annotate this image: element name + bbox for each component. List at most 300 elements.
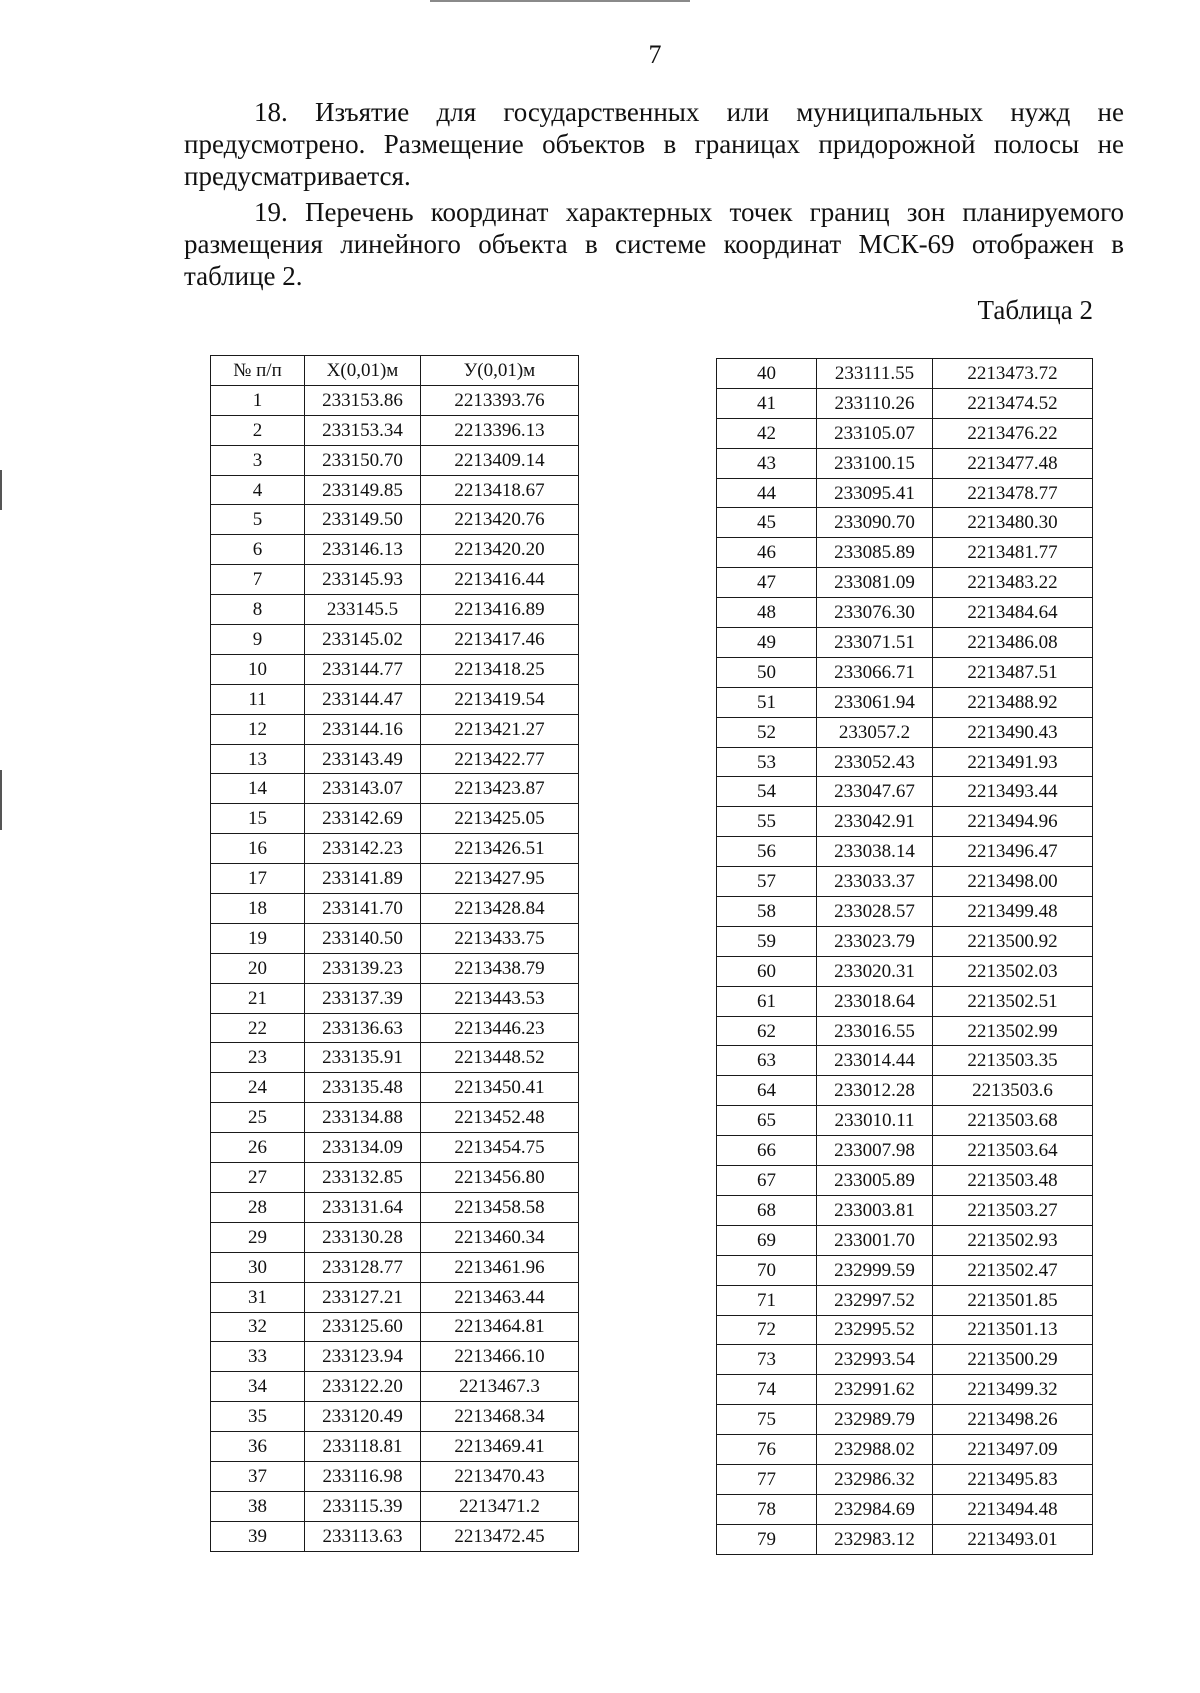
table-caption: Таблица 2 [977,295,1093,325]
table-row [211,923,579,953]
cell-y: 2213416.44 [421,565,579,595]
cell-x: 232997.52 [817,1285,933,1315]
cell-y: 2213484.64 [933,598,1093,628]
cell-y: 2213477.48 [933,448,1093,478]
table-row [211,1282,579,1312]
cell-x: 232983.12 [817,1524,933,1554]
cell-number: 48 [717,598,817,628]
cell-x: 233143.49 [305,744,421,774]
table-row [717,1375,1093,1405]
cell-y: 2213422.77 [421,744,579,774]
scan-edge-mark [0,470,2,510]
cell-x: 233141.70 [305,894,421,924]
cell-number: 74 [717,1375,817,1405]
cell-number: 31 [211,1282,305,1312]
cell-x: 233090.70 [817,508,933,538]
cell-x: 233135.48 [305,1073,421,1103]
cell-x: 233135.91 [305,1043,421,1073]
cell-y: 2213494.96 [933,807,1093,837]
cell-y: 2213454.75 [421,1133,579,1163]
cell-x: 233149.85 [305,475,421,505]
cell-y: 2213438.79 [421,953,579,983]
cell-number: 13 [211,744,305,774]
cell-x: 233145.02 [305,625,421,655]
cell-y: 2213417.46 [421,625,579,655]
table-row [211,1491,579,1521]
cell-x: 233033.37 [817,867,933,897]
cell-y: 2213452.48 [421,1103,579,1133]
cell-x: 233123.94 [305,1342,421,1372]
cell-x: 233095.41 [817,478,933,508]
cell-x: 233120.49 [305,1402,421,1432]
cell-y: 2213502.47 [933,1255,1093,1285]
cell-x: 233042.91 [817,807,933,837]
cell-y: 2213456.80 [421,1163,579,1193]
table-row [211,415,579,445]
cell-y: 2213500.92 [933,926,1093,956]
cell-x: 233066.71 [817,657,933,687]
table-row [211,625,579,655]
top-scan-rule [430,0,690,2]
cell-number: 51 [717,687,817,717]
cell-x: 233125.60 [305,1312,421,1342]
cell-y: 2213503.68 [933,1106,1093,1136]
cell-x: 233136.63 [305,1013,421,1043]
cell-number: 62 [717,1016,817,1046]
cell-number: 24 [211,1073,305,1103]
cell-x: 232984.69 [817,1494,933,1524]
table-row [211,684,579,714]
cell-number: 75 [717,1405,817,1435]
cell-y: 2213425.05 [421,804,579,834]
cell-number: 26 [211,1133,305,1163]
table-row [211,1402,579,1432]
cell-y: 2213418.25 [421,654,579,684]
cell-y: 2213502.51 [933,986,1093,1016]
cell-y: 2213421.27 [421,714,579,744]
cell-y: 2213470.43 [421,1461,579,1491]
cell-x: 233145.5 [305,595,421,625]
cell-y: 2213433.75 [421,923,579,953]
cell-y: 2213502.99 [933,1016,1093,1046]
cell-number: 58 [717,897,817,927]
table-row [717,747,1093,777]
table-row [717,867,1093,897]
cell-x: 233105.07 [817,418,933,448]
cell-x: 232991.62 [817,1375,933,1405]
table-row [717,1076,1093,1106]
table-row [717,448,1093,478]
cell-x: 233115.39 [305,1491,421,1521]
cell-y: 2213463.44 [421,1282,579,1312]
cell-x: 233149.50 [305,505,421,535]
page-number: 7 [648,40,662,69]
cell-number: 55 [717,807,817,837]
cell-x: 233127.21 [305,1282,421,1312]
table-row [717,1524,1093,1554]
header-number: № п/п [211,356,305,386]
cell-y: 2213471.2 [421,1491,579,1521]
table-row [211,1163,579,1193]
cell-x: 233057.2 [817,717,933,747]
cell-y: 2213460.34 [421,1222,579,1252]
cell-number: 43 [717,448,817,478]
table-row [211,1103,579,1133]
cell-number: 33 [211,1342,305,1372]
cell-number: 66 [717,1136,817,1166]
cell-number: 14 [211,774,305,804]
table-row [211,475,579,505]
table-row [717,1166,1093,1196]
cell-y: 2213483.22 [933,568,1093,598]
cell-number: 61 [717,986,817,1016]
cell-x: 233052.43 [817,747,933,777]
cell-y: 2213426.51 [421,834,579,864]
cell-number: 39 [211,1521,305,1551]
table-row [717,956,1093,986]
cell-x: 232989.79 [817,1405,933,1435]
table-row [211,894,579,924]
cell-x: 233061.94 [817,687,933,717]
cell-number: 21 [211,983,305,1013]
cell-number: 2 [211,415,305,445]
cell-number: 15 [211,804,305,834]
cell-x: 233023.79 [817,926,933,956]
cell-x: 233003.81 [817,1195,933,1225]
cell-x: 233081.09 [817,568,933,598]
cell-x: 233144.77 [305,654,421,684]
cell-x: 233141.89 [305,864,421,894]
cell-y: 2213503.64 [933,1136,1093,1166]
table-row [211,535,579,565]
table-row [717,1195,1093,1225]
header-y: У(0,01)м [421,356,579,386]
table-row [717,657,1093,687]
cell-x: 233111.55 [817,359,933,389]
table-row [211,1312,579,1342]
table-row [717,777,1093,807]
cell-x: 233038.14 [817,837,933,867]
cell-y: 2213446.23 [421,1013,579,1043]
cell-y: 2213503.35 [933,1046,1093,1076]
cell-number: 77 [717,1464,817,1494]
cell-number: 45 [717,508,817,538]
cell-number: 59 [717,926,817,956]
cell-number: 8 [211,595,305,625]
cell-number: 7 [211,565,305,595]
cell-y: 2213419.54 [421,684,579,714]
table-row [717,986,1093,1016]
cell-x: 233128.77 [305,1252,421,1282]
cell-x: 232986.32 [817,1464,933,1494]
table-row [717,926,1093,956]
cell-x: 233142.69 [305,804,421,834]
cell-x: 233122.20 [305,1372,421,1402]
scan-edge-mark [0,770,2,830]
cell-y: 2213495.83 [933,1464,1093,1494]
cell-number: 20 [211,953,305,983]
cell-x: 233028.57 [817,897,933,927]
cell-y: 2213494.48 [933,1494,1093,1524]
cell-number: 19 [211,923,305,953]
cell-number: 78 [717,1494,817,1524]
cell-number: 5 [211,505,305,535]
cell-y: 2213490.43 [933,717,1093,747]
cell-number: 76 [717,1435,817,1465]
cell-x: 233007.98 [817,1136,933,1166]
cell-y: 2213469.41 [421,1432,579,1462]
cell-number: 4 [211,475,305,505]
table-row [211,1342,579,1372]
table-row [211,1252,579,1282]
cell-y: 2213428.84 [421,894,579,924]
cell-y: 2213498.26 [933,1405,1093,1435]
cell-y: 2213461.96 [421,1252,579,1282]
cell-x: 233144.47 [305,684,421,714]
table-row [211,1192,579,1222]
cell-number: 44 [717,478,817,508]
table-header-row [211,356,579,386]
table-row [211,744,579,774]
cell-x: 233137.39 [305,983,421,1013]
cell-y: 2213416.89 [421,595,579,625]
cell-y: 2213502.93 [933,1225,1093,1255]
table-row [211,1372,579,1402]
cell-y: 2213458.58 [421,1192,579,1222]
cell-y: 2213420.20 [421,535,579,565]
coordinates-table-right [716,358,1093,1555]
table-row [717,897,1093,927]
table-row [211,774,579,804]
table-row [717,1494,1093,1524]
coordinates-table-left [210,355,579,1552]
cell-y: 2213474.52 [933,388,1093,418]
coordinates-table-left-body [211,385,579,1551]
table-row [717,388,1093,418]
cell-y: 2213480.30 [933,508,1093,538]
cell-y: 2213472.45 [421,1521,579,1551]
cell-number: 3 [211,445,305,475]
cell-number: 64 [717,1076,817,1106]
cell-x: 233012.28 [817,1076,933,1106]
header-x: X(0,01)м [305,356,421,386]
cell-y: 2213420.76 [421,505,579,535]
table-row [717,1136,1093,1166]
cell-x: 233118.81 [305,1432,421,1462]
cell-x: 233132.85 [305,1163,421,1193]
cell-number: 73 [717,1345,817,1375]
table-row [211,1222,579,1252]
cell-y: 2213481.77 [933,538,1093,568]
cell-number: 63 [717,1046,817,1076]
cell-y: 2213503.6 [933,1076,1093,1106]
table-row [717,1345,1093,1375]
table-row [717,1046,1093,1076]
cell-y: 2213502.03 [933,956,1093,986]
table-row [717,598,1093,628]
cell-number: 79 [717,1524,817,1554]
cell-y: 2213496.47 [933,837,1093,867]
table-row [717,717,1093,747]
table-row [717,807,1093,837]
table-row [211,595,579,625]
table-row [717,1225,1093,1255]
cell-number: 40 [717,359,817,389]
cell-number: 22 [211,1013,305,1043]
cell-x: 233100.15 [817,448,933,478]
table-row [211,385,579,415]
cell-y: 2213418.67 [421,475,579,505]
cell-x: 232993.54 [817,1345,933,1375]
cell-number: 54 [717,777,817,807]
cell-y: 2213486.08 [933,628,1093,658]
cell-y: 2213450.41 [421,1073,579,1103]
cell-y: 2213476.22 [933,418,1093,448]
cell-number: 46 [717,538,817,568]
cell-y: 2213488.92 [933,687,1093,717]
table-row [717,1255,1093,1285]
cell-number: 12 [211,714,305,744]
table-row [717,508,1093,538]
cell-y: 2213503.48 [933,1166,1093,1196]
table-row [211,953,579,983]
cell-y: 2213409.14 [421,445,579,475]
cell-y: 2213487.51 [933,657,1093,687]
table-row [717,837,1093,867]
cell-y: 2213500.29 [933,1345,1093,1375]
table-row [717,1285,1093,1315]
table-row [211,1133,579,1163]
cell-x: 233143.07 [305,774,421,804]
cell-number: 11 [211,684,305,714]
cell-number: 71 [717,1285,817,1315]
table-row [717,568,1093,598]
cell-x: 233145.93 [305,565,421,595]
cell-number: 29 [211,1222,305,1252]
cell-y: 2213503.27 [933,1195,1093,1225]
cell-x: 232999.59 [817,1255,933,1285]
cell-number: 36 [211,1432,305,1462]
cell-number: 30 [211,1252,305,1282]
cell-x: 233020.31 [817,956,933,986]
cell-x: 233139.23 [305,953,421,983]
cell-x: 233005.89 [817,1166,933,1196]
cell-y: 2213467.3 [421,1372,579,1402]
cell-y: 2213499.32 [933,1375,1093,1405]
cell-number: 47 [717,568,817,598]
cell-number: 67 [717,1166,817,1196]
cell-x: 233018.64 [817,986,933,1016]
cell-number: 1 [211,385,305,415]
cell-number: 72 [717,1315,817,1345]
cell-number: 56 [717,837,817,867]
table-row [717,478,1093,508]
table-row [717,687,1093,717]
cell-y: 2213468.34 [421,1402,579,1432]
cell-number: 52 [717,717,817,747]
cell-y: 2213473.72 [933,359,1093,389]
cell-y: 2213493.01 [933,1524,1093,1554]
table-row [717,1016,1093,1046]
cell-x: 233153.86 [305,385,421,415]
table-row [211,864,579,894]
cell-number: 25 [211,1103,305,1133]
table-row [717,418,1093,448]
cell-number: 65 [717,1106,817,1136]
cell-number: 28 [211,1192,305,1222]
cell-y: 2213427.95 [421,864,579,894]
cell-x: 233110.26 [817,388,933,418]
coordinates-table-right-body [717,359,1093,1555]
cell-y: 2213393.76 [421,385,579,415]
cell-y: 2213396.13 [421,415,579,445]
cell-x: 233076.30 [817,598,933,628]
cell-number: 60 [717,956,817,986]
cell-y: 2213443.53 [421,983,579,1013]
cell-y: 2213493.44 [933,777,1093,807]
cell-number: 9 [211,625,305,655]
cell-x: 233130.28 [305,1222,421,1252]
table-row [211,714,579,744]
cell-y: 2213466.10 [421,1342,579,1372]
table-row [211,1432,579,1462]
cell-y: 2213501.85 [933,1285,1093,1315]
cell-number: 23 [211,1043,305,1073]
cell-number: 50 [717,657,817,687]
cell-number: 10 [211,654,305,684]
cell-x: 233071.51 [817,628,933,658]
table-row [717,1464,1093,1494]
cell-x: 233001.70 [817,1225,933,1255]
paragraph-18: 18. Изъятие для государственных или муниципальных нужд не предусмотрено. Размещение объектов в границах придорожной полосы не предусматривается. [184,97,1124,191]
cell-y: 2213423.87 [421,774,579,804]
cell-number: 16 [211,834,305,864]
cell-x: 233014.44 [817,1046,933,1076]
cell-y: 2213497.09 [933,1435,1093,1465]
cell-number: 17 [211,864,305,894]
table-row [211,1073,579,1103]
table-row [717,1435,1093,1465]
table-row [717,628,1093,658]
cell-x: 233153.34 [305,415,421,445]
table-row [211,1461,579,1491]
cell-y: 2213478.77 [933,478,1093,508]
cell-x: 232988.02 [817,1435,933,1465]
table-row [717,1315,1093,1345]
cell-number: 38 [211,1491,305,1521]
cell-x: 233146.13 [305,535,421,565]
cell-number: 49 [717,628,817,658]
table-row [211,654,579,684]
cell-number: 37 [211,1461,305,1491]
table-row [211,804,579,834]
cell-x: 233150.70 [305,445,421,475]
cell-number: 42 [717,418,817,448]
cell-x: 233010.11 [817,1106,933,1136]
table-row [717,1106,1093,1136]
cell-number: 35 [211,1402,305,1432]
cell-y: 2213499.48 [933,897,1093,927]
cell-x: 233047.67 [817,777,933,807]
cell-x: 233085.89 [817,538,933,568]
cell-x: 233134.88 [305,1103,421,1133]
cell-x: 233016.55 [817,1016,933,1046]
cell-x: 233140.50 [305,923,421,953]
table-row [211,1013,579,1043]
cell-x: 232995.52 [817,1315,933,1345]
table-row [211,505,579,535]
table-row [211,1521,579,1551]
